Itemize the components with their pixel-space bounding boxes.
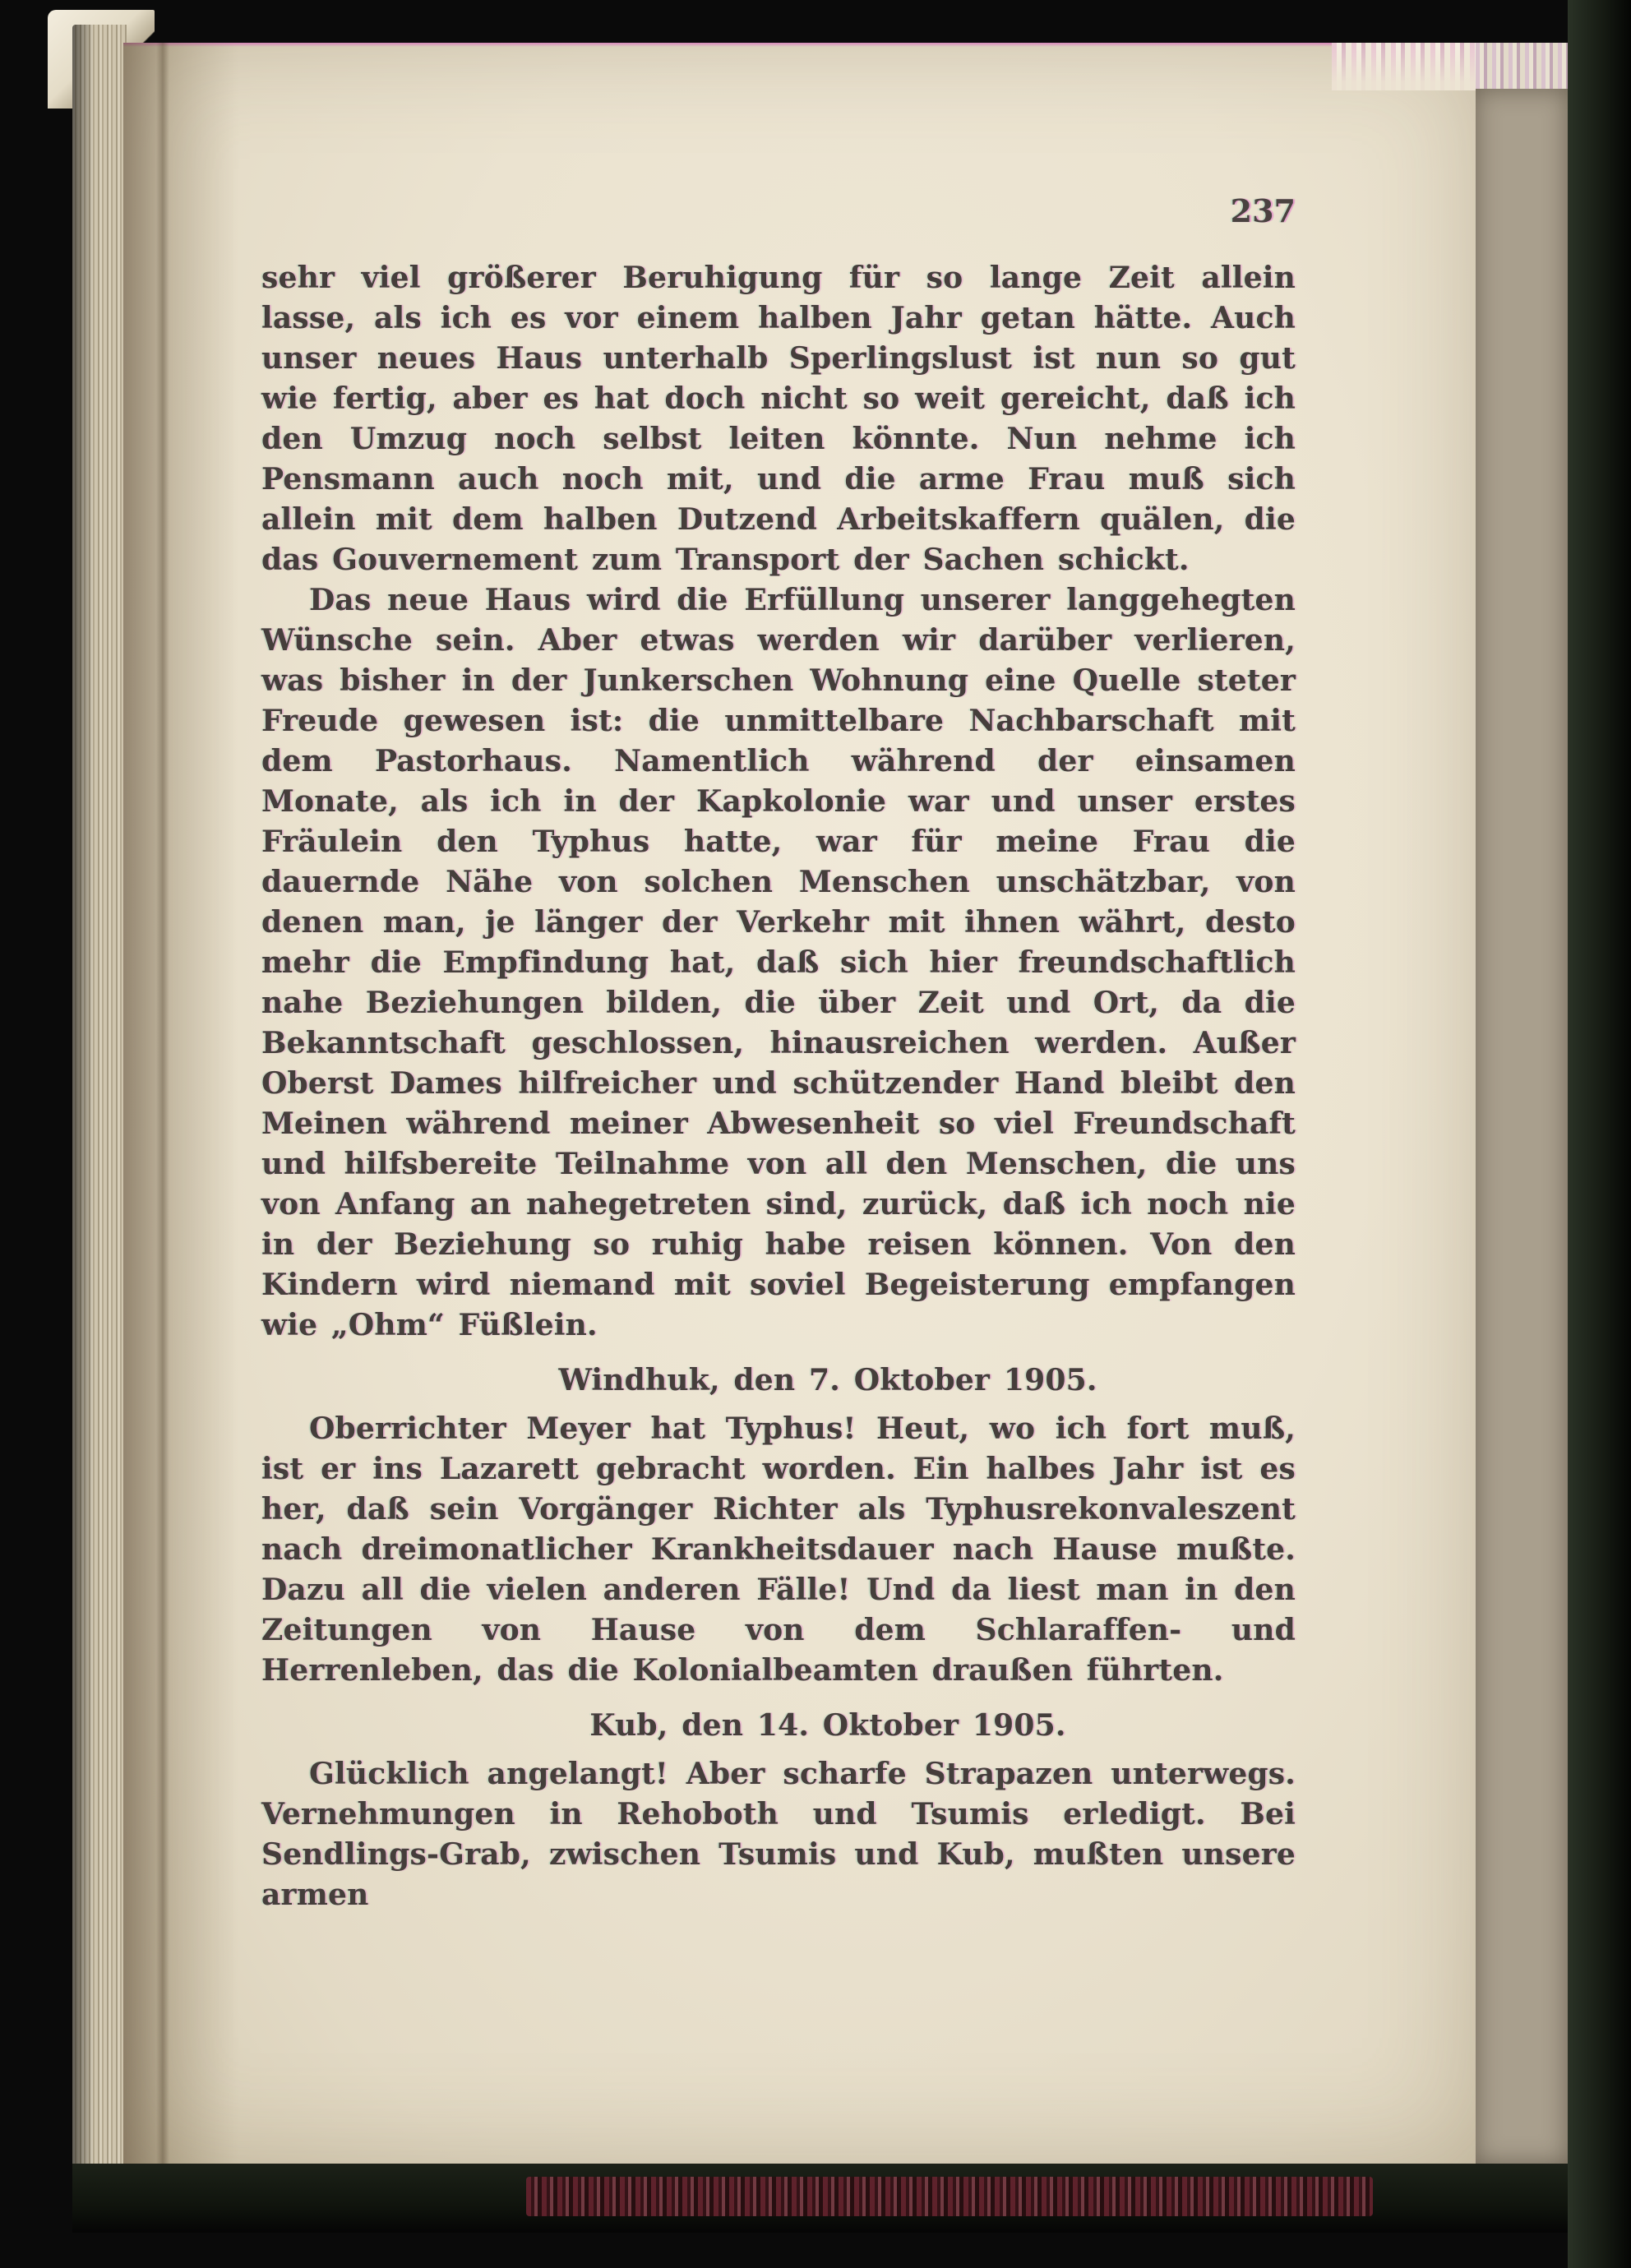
fore-edge-stripes (1476, 43, 1568, 92)
page-edge-stripes-top (1332, 43, 1478, 90)
dateline-windhuk: Windhuk, den 7. Oktober 1905. (558, 1363, 1097, 1397)
dateline-kub: Kub, den 14. Oktober 1905. (589, 1708, 1066, 1743)
paragraph-new-house: Das neue Haus wird die Erfüllung unserer langgehegten Wünsche sein. Aber etwas werden wir darüber verlieren, was bisher in der Junkerschen Wohnung eine Quelle steter Freude gewesen ist: die unmittelbare Nachbarschaft mit dem Pastorhaus. Namentlich während der einsamen Monate, als ich in der Kapkolonie war und unser erstes Fräulein den Typhus hatte, war für meine Frau die dauernde Nähe von solchen Menschen unschätzbar, von denen man, je länger der Verkehr mit ihnen währt, desto mehr die Empfindung hat, daß sich hier freundschaftlich nahe Beziehungen bilden, die über Zeit und Ort, da die Bekanntschaft geschlossen, hinausreichen werden. Außer Oberst Dames hilfreicher und schützender Hand bleibt den Meinen während meiner Abwesenheit so viel Freundschaft und hilfsbereite Teilnahme von all den Menschen, die uns von Anfang an nahegetreten sind, zurück, daß ich noch nie in der Beziehung so ruhig habe reisen können. Von den Kindern wird niemand mit soviel Begeisterung empfangen wie „Ohm“ Füßlein. (261, 583, 1296, 1342)
book-page (123, 43, 1478, 2164)
page-number: 237 (1230, 192, 1296, 229)
paragraph-continuation: sehr viel größerer Beruhigung für so lange Zeit allein lasse, als ich es vor einem halben Jahr getan hätte. Auch unser neues Haus unterhalb Sperlingslust ist nun so gut wie fertig, aber es hat doch nicht so weit gereicht, daß ich den Umzug noch selbst leiten könnte. Nun nehme ich Pensmann auch noch mit, und die arme Frau muß sich allein mit dem halben Dutzend Arbeitskaffern quälen, die das Gouvernement zum Transport der Sachen schickt. (261, 261, 1296, 577)
book-cover-right (1568, 0, 1631, 2268)
page-stack-left-edge (72, 25, 127, 2178)
book-binding-bottom (72, 2164, 1568, 2233)
gutter-shadow (123, 43, 238, 2164)
text-block (261, 258, 1296, 1915)
paragraph-gluecklich: Glücklich angelangt! Aber scharfe Strapazen unterwegs. Vernehmungen in Rehoboth und Tsumis erledigt. Bei Sendlings-Grab, zwischen Tsumis und Kub, mußten unsere armen (261, 1757, 1296, 1912)
binding-texture (526, 2177, 1373, 2216)
paragraph-oberrichter: Oberrichter Meyer hat Typhus! Heut, wo ich fort muß, ist er ins Lazarett gebracht worden. Ein halbes Jahr ist es her, daß sein Vorgänger Richter als Typhusrekonvaleszent nach dreimonatlicher Krankheitsdauer nach Hause mußte. Dazu all die vielen anderen Fälle! Und da liest man in den Zeitungen von Hause von dem Schlaraffen- und Herrenleben, das die Kolonialbeamten draußen führten. (261, 1411, 1296, 1688)
spine-crease (156, 43, 169, 2164)
marbled-edge-paper (1476, 89, 1568, 2164)
